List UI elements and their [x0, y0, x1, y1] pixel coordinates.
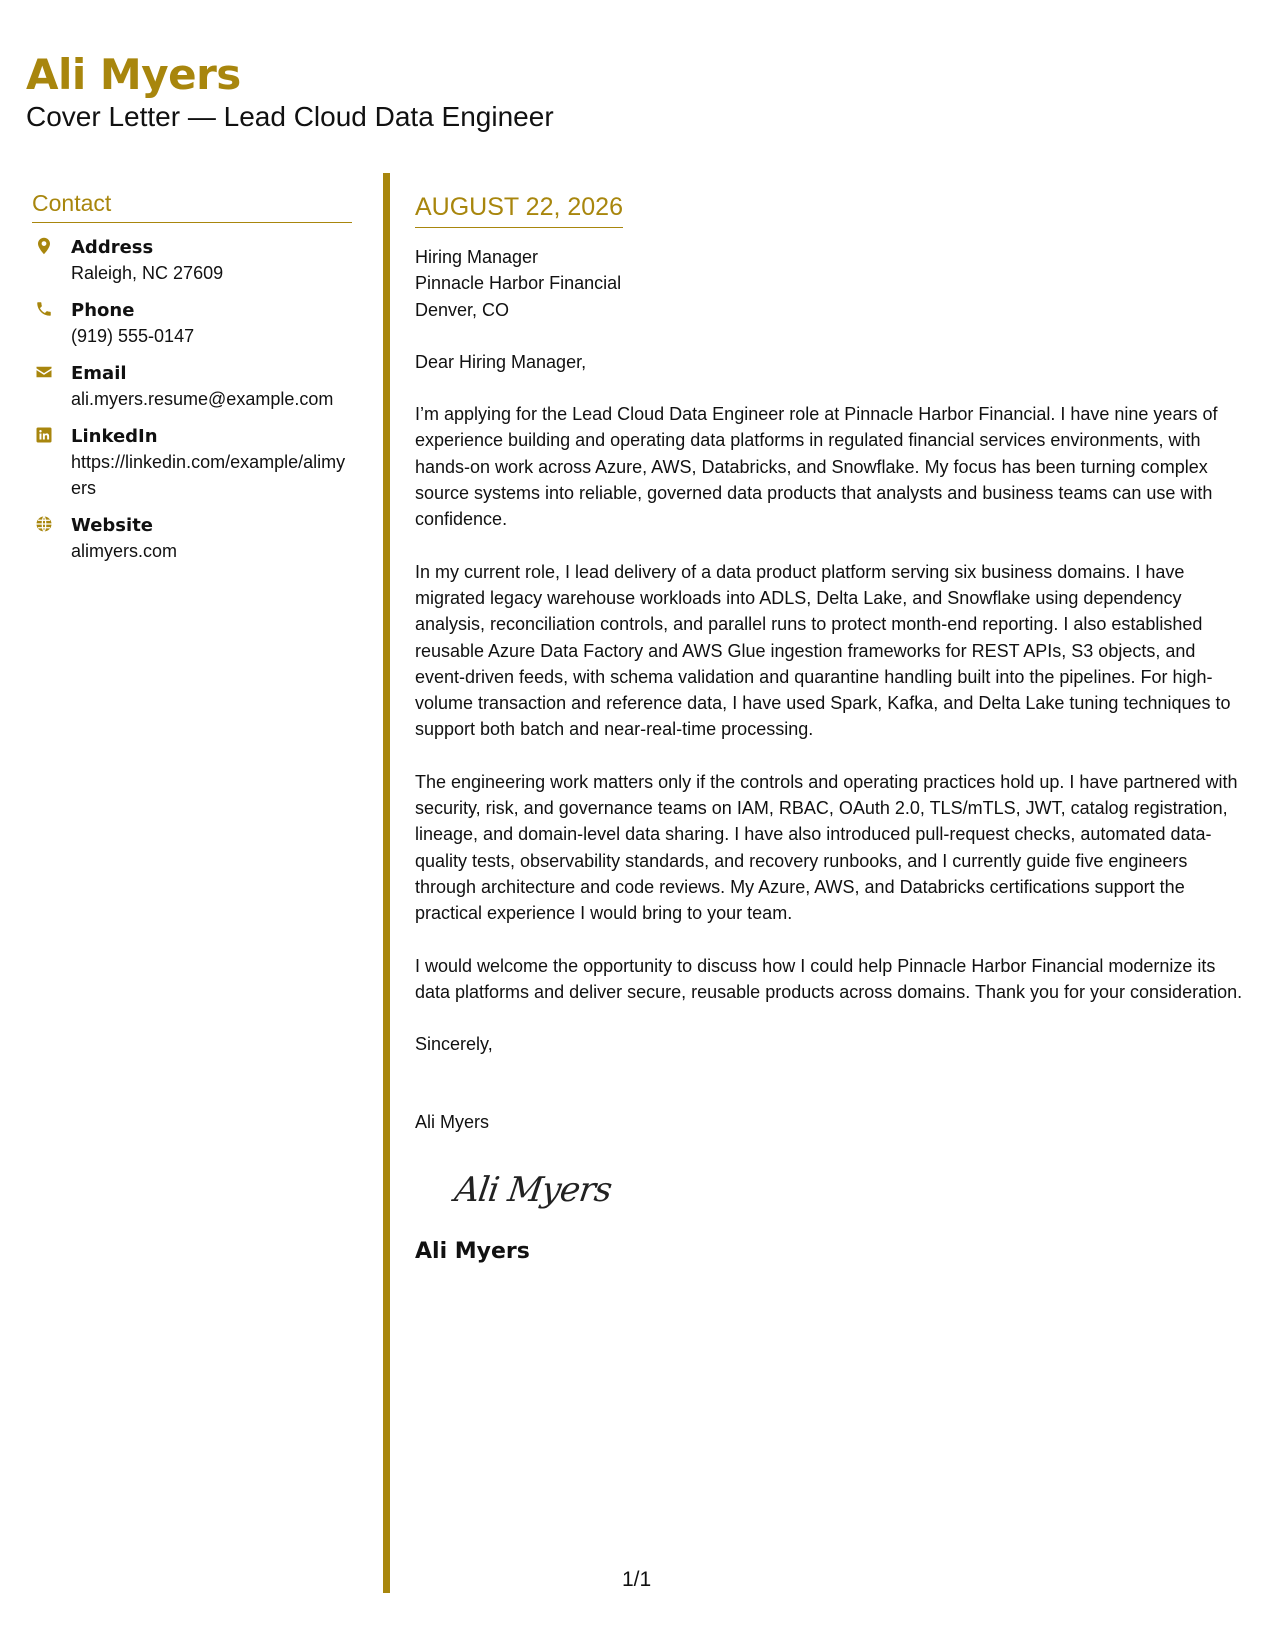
- contact-item-phone: [32, 298, 352, 349]
- contact-value: https://linkedin.com/example/alimyers: [71, 452, 346, 498]
- contact-label: Email: [71, 363, 127, 384]
- applicant-name: Ali Myers: [26, 50, 241, 99]
- recipient-location: Denver, CO: [415, 299, 510, 320]
- contact-label: LinkedIn: [71, 426, 158, 447]
- page-header: [26, 50, 554, 134]
- contact-sidebar: [32, 188, 352, 576]
- signature-name: Ali Myers: [415, 1238, 530, 1264]
- contact-item-website: [32, 513, 352, 564]
- closing: Sincerely,: [415, 1034, 493, 1055]
- signoff-name: Ali Myers: [415, 1112, 490, 1133]
- letter-date: AUGUST 22, 2026: [415, 190, 623, 228]
- contact-value: ali.myers.resume@example.com: [71, 389, 334, 409]
- globe-icon: [35, 515, 53, 533]
- recipient-block: [415, 244, 1245, 323]
- linkedin-icon: [35, 426, 53, 444]
- paragraph: In my current role, I lead delivery of a data product platform serving six business domains. I have migrated legacy warehouse workloads into ADLS, Delta Lake, and Snowflake using dependency analysis, reconciliation controls, and parallel runs to protect month-end reporting. I also established reusable Azure Data Factory and AWS Glue ingestion frameworks for REST APIs, S3 objects, and event-driven feeds, with schema validation and quarantine handling built into the pipelines. For high-volume transaction and reference data, I have used Spark, Kafka, and Delta Lake tuning techniques to support both batch and near-real-time processing.: [415, 561, 1231, 740]
- contact-item-email: [32, 361, 352, 412]
- envelope-icon: [35, 363, 53, 381]
- contact-item-address: [32, 235, 352, 286]
- recipient-title: Hiring Manager: [415, 247, 539, 267]
- contact-value: Raleigh, NC 27609: [71, 263, 224, 283]
- letter-subtitle: Cover Letter — Lead Cloud Data Engineer: [26, 101, 554, 132]
- phone-icon: [35, 300, 53, 318]
- handwritten-signature: Ali Myers: [452, 1169, 614, 1210]
- contact-label: Address: [71, 237, 154, 258]
- contact-label: Website: [71, 515, 154, 536]
- contact-value: alimyers.com: [71, 541, 178, 561]
- greeting: Dear Hiring Manager,: [415, 351, 587, 372]
- contact-item-linkedin: [32, 424, 352, 501]
- contact-heading: Contact: [32, 188, 352, 223]
- contact-label: Phone: [71, 300, 135, 321]
- paragraph: The engineering work matters only if the controls and operating practices hold up. I have partnered with security, risk, and governance teams on IAM, RBAC, OAuth 2.0, TLS/mTLS, JWT, catalog registration, lineage, and domain-level data sharing. I have also introduced pull-request checks, automated data-quality tests, observability standards, and recovery runbooks, and I currently guide five engineers through architecture and code reviews. My Azure, AWS, and Databricks certifications support the practical experience I would bring to your team.: [415, 771, 1238, 924]
- paragraph: I would welcome the opportunity to discuss how I could help Pinnacle Harbor Financial modernize its data platforms and deliver secure, reusable products across domains. Thank you for your consideration.: [415, 955, 1243, 1002]
- map-pin-icon: [35, 237, 53, 255]
- letter-body: [415, 190, 1245, 1266]
- contact-value: (919) 555-0147: [71, 326, 195, 346]
- vertical-divider: [383, 173, 390, 1593]
- paragraph: I’m applying for the Lead Cloud Data Engineer role at Pinnacle Harbor Financial. I have nine years of experience building and operating data platforms in regulated financial services environments, with hands-on work across Azure, AWS, Databricks, and Snowflake. My focus has been turning complex source systems into reliable, governed data products that analysts and business teams can use with confidence.: [415, 404, 1218, 530]
- recipient-company: Pinnacle Harbor Financial: [415, 273, 622, 294]
- page-number: 1/1: [622, 1568, 652, 1591]
